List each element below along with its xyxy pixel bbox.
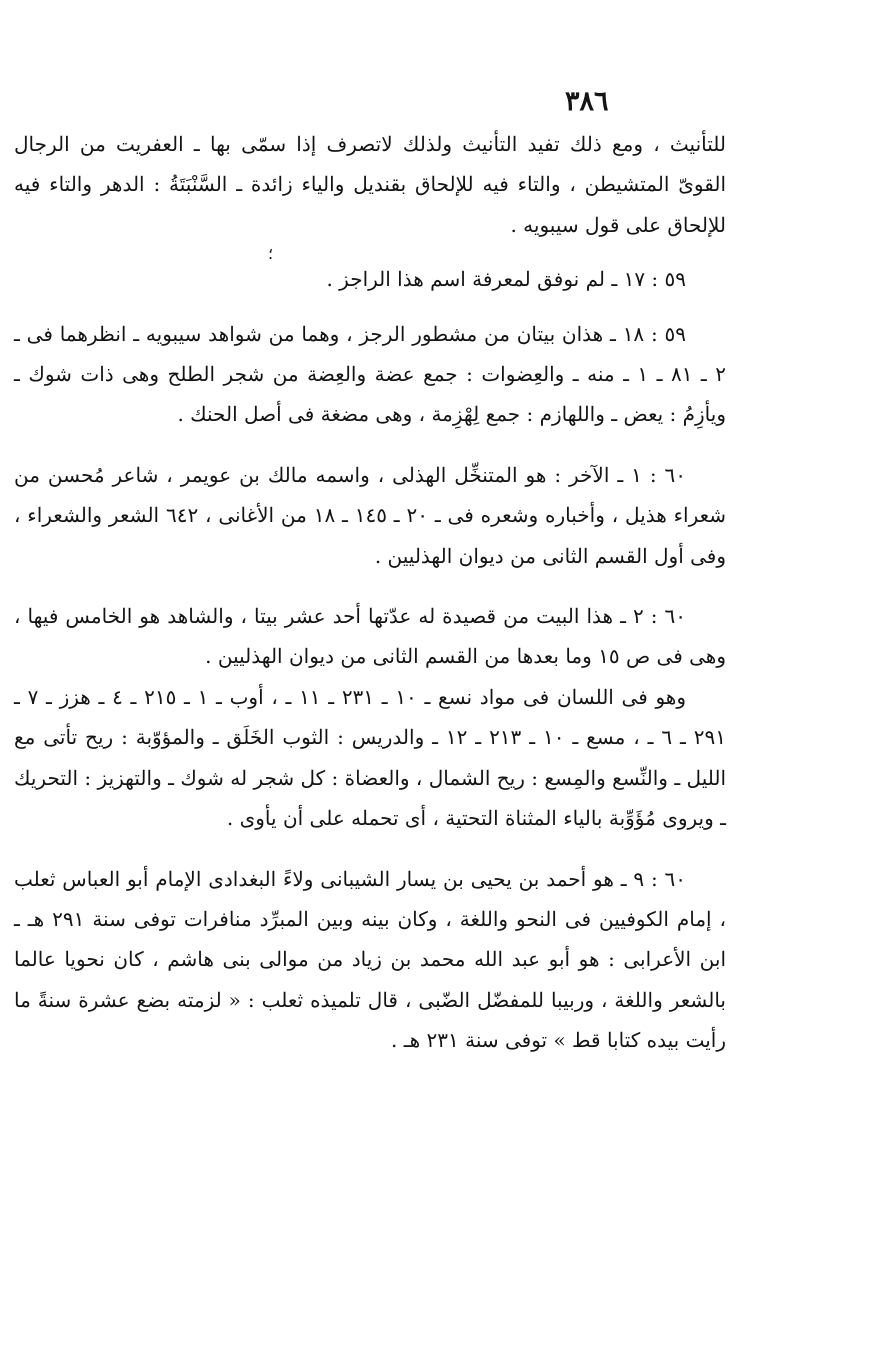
note-60-2: ٦٠ : ٢ ـ هذا البيت من قصيدة له عدّتها أحد عشر بيتا ، والشاهد هو الخامس فيها ، وهى فى ص ١٥ وما بعدها من القسم الثانى من ديوان الهذليين . [14, 604, 726, 669]
stray-mark: ؛ [268, 244, 274, 263]
note-paragraph-continuation: للتأنيث ، ومع ذلك تفيد التأنيث ولذلك لاتصرف إذا سمّى بها ـ العفريت من الرجال القوىّ المتشيطن ، والتاء فيه للإلحاق بقنديل والياء زائدة ـ السَّنْبَتَةُ : الدهر والتاء فيه للإلحاق على قول سيبويه . [14, 132, 726, 237]
note-60-2-continuation: وهو فى اللسان فى مواد نسع ـ ١٠ ـ ٢٣١ ـ ١١ ـ ، أوب ـ ١ ـ ٢١٥ ـ ٤ ـ هزز ـ ٧ ـ ٢٩١ ـ ٦ ـ ، مسع ـ ١٠ ـ ٢١٣ ـ ١٢ ـ والدريس : الثوب الخَلَق ـ والمؤوّبة : ريح تأتى مع الليل ـ والنِّسع والمِسع : ريح الشمال ، والعضاة : كل شجر له شوك ـ والتهزيز : التحريك ـ ويروى مُؤَوِّبة بالياء المثناة التحتية ، أى تحمله على أن يأوى . [14, 684, 726, 831]
note-60-1: ٦٠ : ١ ـ الآخر : هو المتنخِّل الهذلى ، واسمه مالك بن عويمر ، شاعر مُحسن من شعراء هذيل ، وأخباره وشعره فى ـ ٢٠ ـ ١٤٥ ـ ١٨ من الأغانى ، ٦٤٢ الشعر والشعراء ، وفى أول القسم الثانى من ديوان الهذليين . [14, 462, 727, 568]
note-59-17: ٥٩ : ١٧ ـ لم نوفق لمعرفة اسم هذا الراجز . [326, 267, 686, 292]
note-59-18: ٥٩ : ١٨ ـ هذان بيتان من مشطور الرجز ، وهما من شواهد سيبويه ـ انظرهما فى ـ ٢ ـ ٨١ ـ ١ ـ منه ـ والعِضوات : جمع عضة والعِضة من شجر الطلح وهى ذات شوك ـ ويأزِمُ : يعض ـ واللهازم : جمع لِهْزِمة ، وهى مضغة فى أصل الحنك . [14, 321, 727, 427]
page-number: ٣٨٦ [565, 86, 609, 117]
notes-body [14, 124, 726, 1061]
note-60-9: ٦٠ : ٩ ـ هو أحمد بن يحيى بن يسار الشيبانى ولاءً البغدادى الإمام أبو العباس ثعلب ، إمام الكوفيين فى النحو واللغة ، وكان بينه وبين المبرِّد منافرات توفى سنة ٢٩١ هـ ـ ابن الأعرابى : هو أبو عبد الله محمد بن زياد من موالى بنى هاشم ، كان نحويا عالما بالشعر واللغة ، وربيبا للمفضّل الضّبى ، قال تلميذه ثعلب : « لزمته بضع عشرة سنةً ما رأيت بيده كتابا قط » توفى سنة ٢٣١ هـ . [14, 866, 727, 1053]
